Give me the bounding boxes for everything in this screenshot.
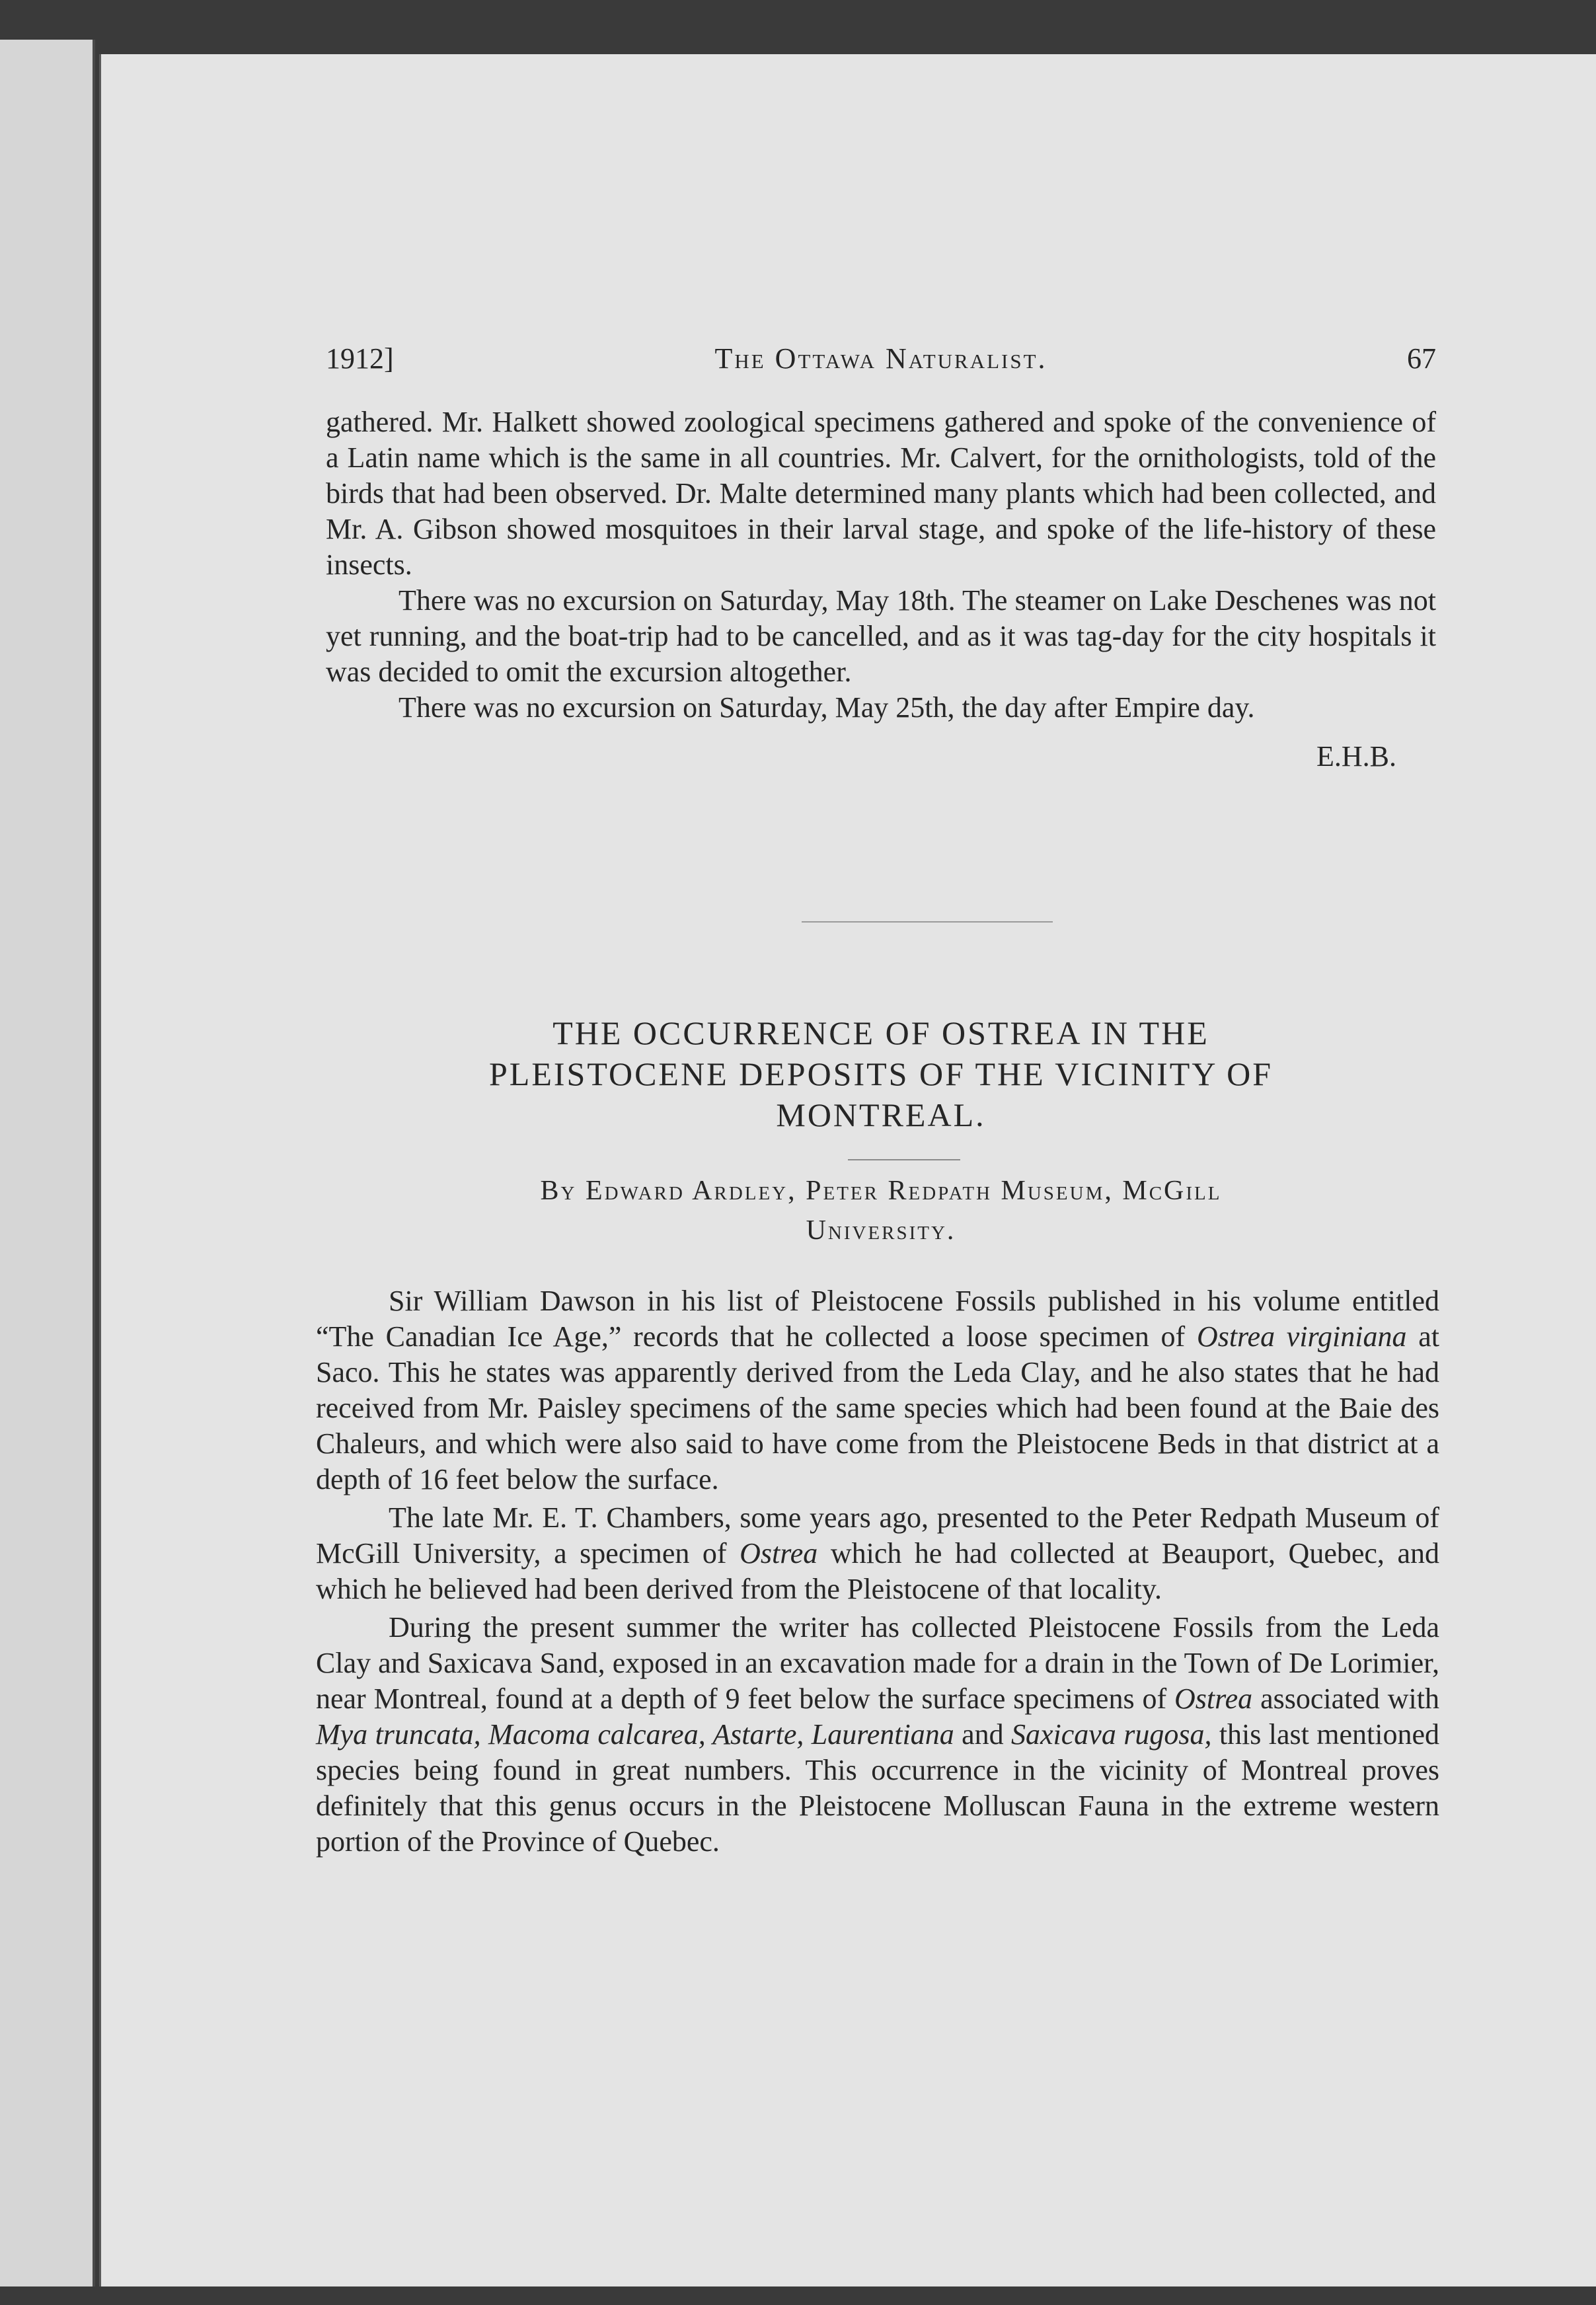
title-line-1: THE OCCURRENCE OF OSTREA IN THE <box>552 1014 1209 1051</box>
section-divider <box>802 921 1053 923</box>
article-body <box>316 1283 1439 1862</box>
title-line-2: PLEISTOCENE DEPOSITS OF THE VICINITY OF <box>488 1055 1273 1092</box>
byline-line-1: By Edward Ardley, Peter Redpath Museum, McGill <box>540 1176 1222 1206</box>
title-line-3: MONTREAL. <box>776 1096 986 1133</box>
continued-paragraph-2: There was no excursion on Saturday, May 18th. The steamer on Lake Deschenes was not yet running, and the boat-trip had to be cancelled, and as it was tag-day for the city hospitals it was decided to omit the excursion altogether. <box>326 584 1436 688</box>
species-name: Ostrea virginiana <box>1196 1320 1407 1353</box>
text-run: this last mentioned species being found in great numbers. This occurrence in the vicinity of Montreal proves definitely that this genus occurs in the Pleistocene Molluscan Fauna in the extreme western portion of the Province of Quebec. <box>316 1718 1440 1858</box>
text-run: which he had collected at Beauport, Quebec, and which he believed had been derived from the Pleistocene of that locality. <box>316 1537 1439 1605</box>
page-content <box>316 54 1440 2286</box>
article-title <box>326 1012 1436 1135</box>
signature: E.H.B. <box>1316 740 1396 773</box>
adjacent-page-edge <box>0 40 95 2286</box>
continued-report <box>326 404 1436 775</box>
text-run: and <box>954 1718 1011 1751</box>
title-divider <box>848 1159 960 1160</box>
continued-paragraph-3: There was no excursion on Saturday, May 25th, the day after Empire day. <box>399 691 1255 724</box>
genus-name: Ostrea <box>740 1537 818 1569</box>
continued-paragraph-1: gathered. Mr. Halkett showed zoological specimens gathered and spoke of the convenience of a Latin name which is the same in all countries. Mr. Calvert, for the ornithologists, told of the birds that had been observed. Dr. Malte determined many plants which had been collected, and Mr. A. Gibson showed mosquitoes in their larval stage, and spoke of the life-history of these insects. <box>326 406 1436 581</box>
header-journal-title: The Ottawa Naturalist. <box>714 342 1047 375</box>
text-run: associated with <box>1252 1682 1439 1715</box>
species-list: Mya truncata, Macoma calcarea, Astarte, Laurentiana <box>316 1718 954 1751</box>
article-paragraph-1 <box>316 1283 1439 1497</box>
header-page-number: 67 <box>1407 342 1436 375</box>
article-byline <box>326 1171 1436 1250</box>
article-paragraph-2 <box>316 1500 1439 1607</box>
running-head <box>326 342 1436 395</box>
text-run: Sir William Dawson in his list of Pleistocene Fossils published in his volume entitled “The Canadian Ice Age,” records that he collected a loose specimen of <box>316 1285 1439 1353</box>
header-year: 1912] <box>326 342 394 375</box>
article-paragraph-3 <box>316 1610 1439 1860</box>
text-run: During the present summer the writer has collected Pleistocene Fossils from the Leda Clay and Saxicava Sand, exposed in an excavation made for a drain in the Town of De Lorimier, near Montreal, found at a depth of 9 feet below the surface specimens of <box>316 1611 1439 1715</box>
book-page <box>99 54 1596 2286</box>
text-run: at Saco. This he states was apparently derived from the Leda Clay, and he also states that he had received from Mr. Paisley specimens of the same species which had been found at the Baie des Chaleurs, and which were also said to have come from the Pleistocene Beds in that district at a depth of 16 feet below the surface. <box>316 1320 1439 1495</box>
species-name: Saxicava rugosa, <box>1011 1718 1212 1751</box>
text-run: The late Mr. E. T. Chambers, some years ago, presented to the Peter Redpath Museum of McGill University, a specimen of <box>316 1501 1439 1569</box>
byline-line-2: University. <box>806 1215 956 1246</box>
genus-name: Ostrea <box>1174 1682 1253 1715</box>
